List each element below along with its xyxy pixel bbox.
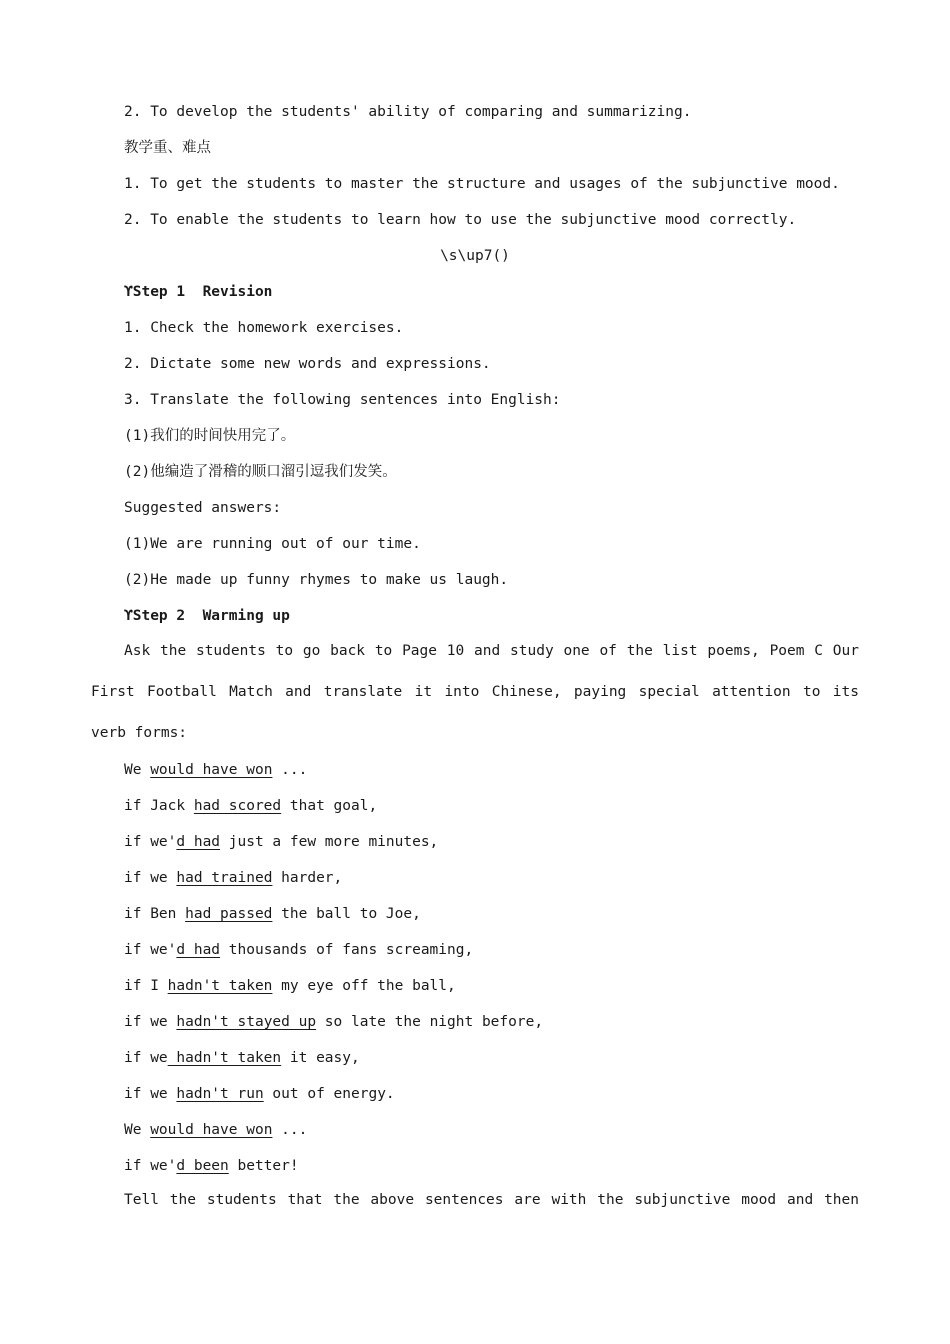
answer-item: (1)We are running out of our time. — [124, 536, 421, 552]
poem-line-text: if we — [124, 870, 177, 886]
poem-line-text: ... — [272, 762, 308, 778]
step1-item: 2. Dictate some new words and expressions. — [124, 356, 491, 372]
poem-line-text: if we' — [124, 1158, 177, 1174]
step1-heading — [124, 282, 272, 302]
underlined-verb: hadn't run — [176, 1086, 264, 1102]
underlined-verb: had passed — [185, 906, 273, 922]
underlined-verb: hadn't taken — [167, 1050, 282, 1066]
step1-item: 1. Check the homework exercises. — [124, 320, 404, 336]
poem-line-text: just a few more minutes, — [220, 834, 439, 850]
field-code-text: \s\up7() — [440, 248, 510, 264]
poem-line-text: We — [124, 762, 151, 778]
poem-line — [124, 832, 438, 852]
poem-line — [124, 796, 377, 816]
poem-line-text: if we — [124, 1050, 168, 1066]
underlined-verb: d had — [176, 942, 221, 958]
poem-line — [124, 1084, 395, 1104]
poem-line — [124, 940, 473, 960]
poem-line-text: ... — [272, 1122, 308, 1138]
translation-sentence: (1)我们的时间快用完了。 — [124, 428, 296, 444]
step1-title: Step 1 Revision — [132, 284, 273, 300]
key-point-item-1: 1. To get the students to master the structure and usages of the subjunctive mood. — [124, 176, 840, 192]
poem-line-text: if Ben — [124, 906, 186, 922]
poem-line-text: if we — [124, 1086, 177, 1102]
poem-line-text: the ball to Joe, — [272, 906, 421, 922]
poem-line — [124, 976, 456, 996]
poem-line-text: better! — [228, 1158, 299, 1174]
poem-line-text: thousands of fans screaming, — [220, 942, 474, 958]
key-point-item-2: 2. To enable the students to learn how to use the subjunctive mood correctly. — [124, 212, 797, 228]
poem-line-text: if we' — [124, 834, 177, 850]
step-marker-icon: ϒ — [124, 608, 133, 624]
closing-paragraph: Tell the students that the above sentences are with the subjunctive mood and then — [124, 1192, 859, 1208]
underlined-verb: had trained — [176, 870, 273, 886]
underlined-verb: would have won — [150, 1122, 273, 1138]
answer-item: (2)He made up funny rhymes to make us laugh. — [124, 572, 509, 588]
poem-line — [124, 1120, 307, 1140]
translation-sentence: (2)他编造了滑稽的顺口溜引逗我们发笑。 — [124, 464, 397, 480]
poem-line — [124, 1012, 543, 1032]
poem-line — [124, 1048, 360, 1068]
poem-line-text: if we' — [124, 942, 177, 958]
underlined-verb: had scored — [193, 798, 282, 814]
poem-line-text: that goal, — [281, 798, 378, 814]
poem-line-text: if I — [124, 978, 168, 994]
underlined-verb: hadn't taken — [167, 978, 273, 994]
poem-line-text: so late the night before, — [316, 1014, 544, 1030]
poem-line-text: harder, — [272, 870, 343, 886]
poem-line-text: it easy, — [281, 1050, 360, 1066]
poem-line — [124, 1156, 299, 1176]
key-points-heading: 教学重、难点 — [124, 140, 211, 156]
poem-line-text: my eye off the ball, — [272, 978, 456, 994]
underlined-verb: would have won — [150, 762, 273, 778]
step-marker-icon: ϒ — [124, 284, 133, 300]
poem-line-text: We — [124, 1122, 151, 1138]
answers-label: Suggested answers: — [124, 500, 282, 516]
step2-intro: Ask the students to go back to Page 10 and study one of the list poems, Poem C Our First Football Match and translate it into Chinese, paying special attention to its verb forms: — [91, 643, 859, 741]
poem-line — [124, 904, 421, 924]
underlined-verb: d been — [176, 1158, 229, 1174]
poem-line-text: if Jack — [124, 798, 194, 814]
objective-item-2: 2. To develop the students' ability of comparing and summarizing. — [124, 104, 692, 120]
step2-heading — [124, 606, 290, 626]
poem-line — [124, 760, 307, 780]
step1-item: 3. Translate the following sentences into English: — [124, 392, 561, 408]
poem-line-text: out of energy. — [263, 1086, 395, 1102]
poem-line-text: if we — [124, 1014, 177, 1030]
underlined-verb: d had — [176, 834, 221, 850]
underlined-verb: hadn't stayed up — [176, 1014, 317, 1030]
poem-line — [124, 868, 342, 888]
step2-title: Step 2 Warming up — [132, 608, 290, 624]
